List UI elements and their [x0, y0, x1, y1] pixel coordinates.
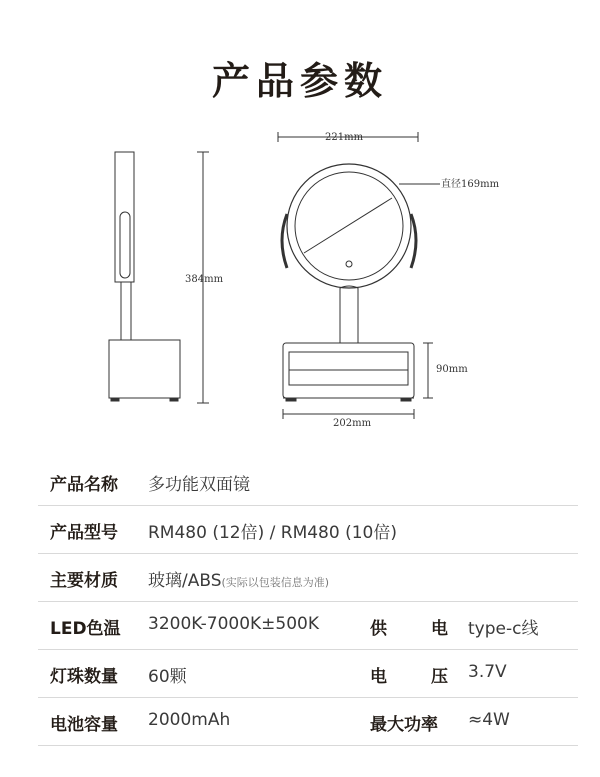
- spec-label-part: 电: [431, 619, 448, 639]
- spec-row-material: [38, 554, 578, 602]
- spec-label-part: 供: [370, 619, 387, 639]
- page-title: 产品参数: [211, 59, 388, 103]
- height-dimension: 384mm: [185, 274, 224, 285]
- spec-value: RM480 (12倍) / RM480 (10倍): [148, 523, 397, 543]
- front-view: [278, 132, 440, 419]
- spec-row-battery: [38, 698, 578, 746]
- base-width-dimension: 202mm: [333, 418, 372, 429]
- spec-value: 2000mAh: [148, 710, 231, 730]
- spec-value: 60颗: [148, 667, 187, 687]
- spec-row-name: [38, 458, 578, 506]
- spec-label: 产品名称: [50, 475, 118, 495]
- spec-label: 产品型号: [50, 523, 118, 543]
- spec-row-beads: [38, 650, 578, 698]
- spec-row-led: [38, 602, 578, 650]
- top-width-dimension: 221mm: [325, 132, 364, 143]
- spec-label: 最大功率: [370, 715, 438, 735]
- spec-value: 多功能双面镜: [148, 475, 250, 495]
- base-height-dimension: 90mm: [436, 364, 468, 375]
- spec-label-part: 压: [431, 667, 448, 687]
- material-note: (实际以包装信息为准): [221, 576, 330, 589]
- spec-row-model: [38, 506, 578, 554]
- spec-value: 3200K-7000K±500K: [148, 614, 320, 634]
- spec-label: LED色温: [50, 619, 121, 639]
- spec-value: type-c线: [468, 619, 539, 639]
- material-value: 玻璃/ABS: [148, 571, 222, 591]
- spec-value: ≈4W: [468, 710, 510, 730]
- spec-label: 电池容量: [50, 715, 118, 735]
- spec-label: 主要材质: [50, 571, 118, 591]
- spec-table: [38, 458, 578, 746]
- spec-label: 灯珠数量: [50, 667, 118, 687]
- spec-label-part: 电: [370, 667, 387, 687]
- spec-value: 3.7V: [468, 662, 507, 682]
- diameter-dimension: 直径169mm: [441, 179, 500, 190]
- spec-value: [148, 566, 329, 591]
